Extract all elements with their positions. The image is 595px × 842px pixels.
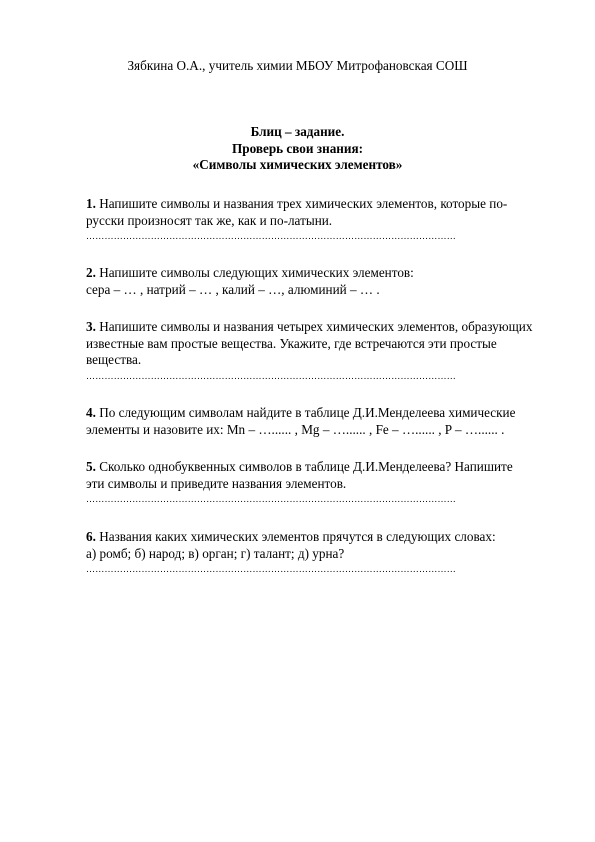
question-number: 5. (86, 459, 96, 474)
answer-line[interactable]: ………………………………………………………………………………………………………… (86, 494, 456, 504)
question-line: а) ромб; б) народ; в) орган; г) талант; д) урна? (86, 545, 345, 561)
question-line: известные вам простые вещества. Укажите, где встречаются эти простые (86, 335, 497, 351)
title-line-2: Проверь свои знания: (231, 140, 364, 156)
question-line (86, 529, 556, 546)
question-5 (86, 459, 556, 505)
question-text: По следующим символам найдите в таблице Д.И.Менделеева химические (95, 405, 516, 420)
question-number: 2. (86, 265, 96, 280)
question-line: элементы и назовите их: Mn – …...... , Mg – …...... , Fe – …...... , P – …...... . (86, 421, 505, 437)
question-text: Напишите символы и названия трех химических элементов, которые по- (95, 196, 508, 211)
question-number: 3. (86, 319, 96, 334)
question-line (86, 405, 556, 422)
question-line: сера – … , натрий – … , калий – …, алюминий – … . (86, 281, 380, 297)
answer-line[interactable]: ………………………………………………………………………………………………………… (86, 231, 456, 241)
question-line: эти символы и приведите названия элементов. (86, 475, 347, 491)
question-line: вещества. (86, 352, 142, 367)
title-line-1: Блиц – задание. (250, 124, 345, 139)
question-line: русски произносят так же, как и по-латыни. (86, 212, 333, 228)
question-number: 6. (86, 529, 96, 544)
question-text: Названия каких химических элементов прячутся в следующих словах: (95, 529, 496, 544)
question-3 (86, 319, 556, 382)
question-text: Напишите символы и названия четырех химических элементов, образующих (95, 319, 533, 334)
title-line-3: «Символы химических элементов» (192, 157, 403, 172)
question-text: Напишите символы следующих химических элементов: (95, 265, 414, 280)
question-1 (86, 196, 556, 242)
question-line (86, 319, 556, 336)
answer-line[interactable]: ………………………………………………………………………………………………………… (86, 564, 456, 574)
question-2 (86, 265, 556, 298)
question-6 (86, 529, 556, 575)
question-number: 1. (86, 196, 96, 211)
answer-line[interactable]: ………………………………………………………………………………………………………… (86, 370, 456, 381)
question-line (86, 459, 556, 476)
question-text: Сколько однобуквенных символов в таблице Д.И.Менделеева? Напишите (95, 459, 513, 474)
question-number: 4. (86, 405, 96, 420)
author-line: Зябкина О.А., учитель химии МБОУ Митрофановская СОШ (127, 58, 468, 73)
question-line (86, 196, 556, 213)
question-4 (86, 405, 556, 438)
title-block (0, 124, 595, 174)
question-line (86, 265, 556, 282)
